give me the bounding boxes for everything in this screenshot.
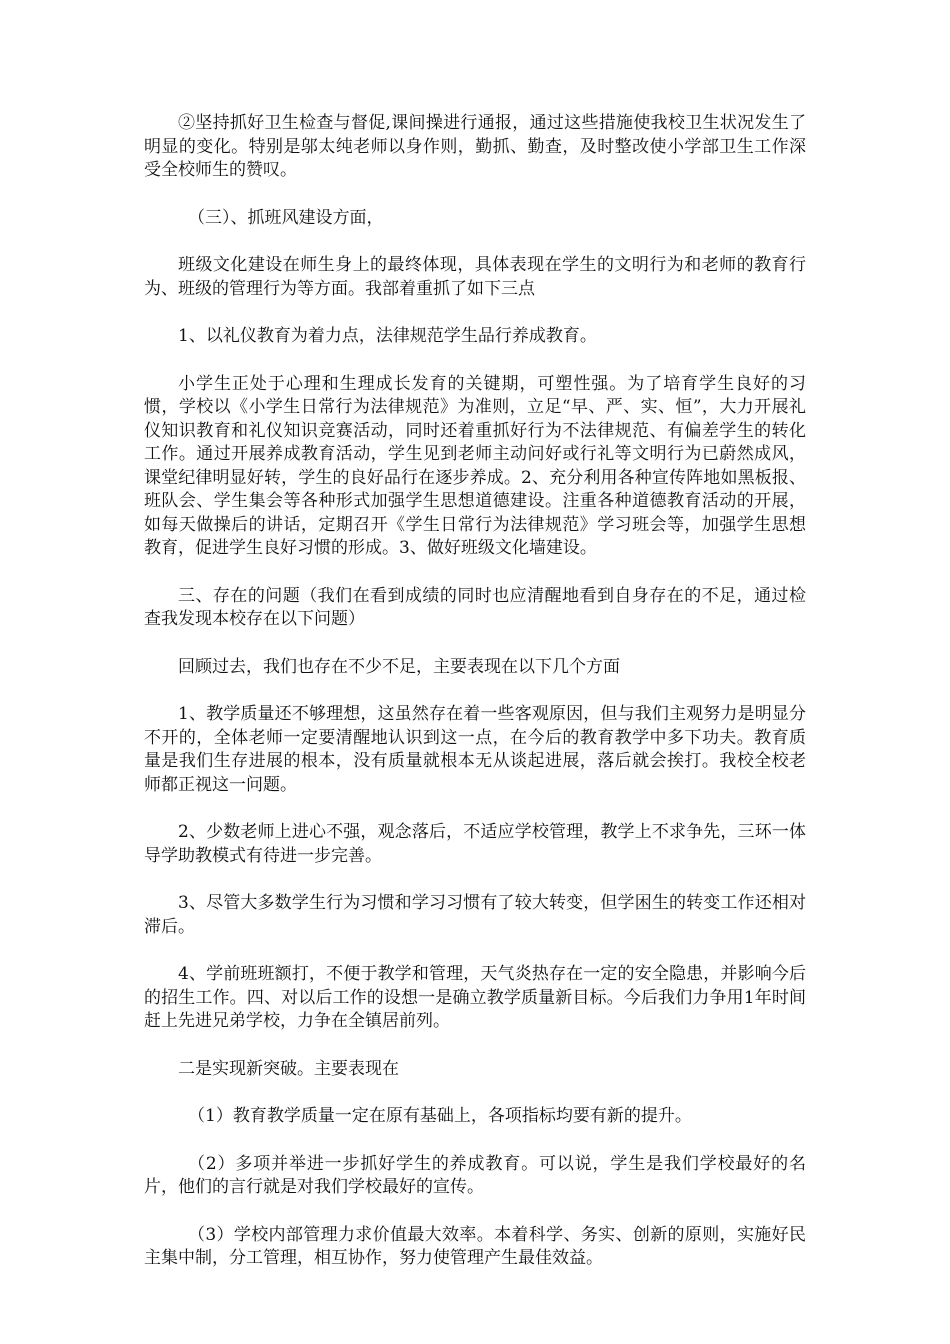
paragraph-problem-3: 3、尽管大多数学生行为习惯和学习习惯有了较大转变，但学困生的转变工作还相对滞后。	[144, 893, 806, 937]
paragraph-problem-4: 4、学前班班额打，不便于教学和管理，天气炎热存在一定的安全隐患，并影响今后的招生工作。四、对以后工作的设想一是确立教学质量新目标。今后我们力争用1年时间赶上先进兄弟学校，力争在全镇居前列。	[144, 964, 806, 1031]
paragraph-hygiene-inspection: ②坚持抓好卫生检查与督促,课间操进行通报，通过这些措施使我校卫生状况发生了明显的变化。特别是邬太纯老师以身作则，勤抓、勤查，及时整改使小学部卫生工作深受全校师生的赞叹。	[144, 113, 806, 180]
paragraph-new-breakthrough: 二是实现新突破。主要表现在	[178, 1058, 399, 1079]
paragraph-review-past: 回顾过去，我们也存在不少不足，主要表现在以下几个方面	[178, 656, 620, 677]
paragraph-class-culture: 班级文化建设在师生身上的最终体现，具体表现在学生的文明行为和老师的教育行为、班级的管理行为等方面。我部着重抓了如下三点	[144, 255, 806, 299]
paragraph-goal-1: （1）教育教学质量一定在原有基础上，各项指标均要有新的提升。	[188, 1106, 692, 1126]
section-heading-existing-problems: 三、存在的问题（我们在看到成绩的同时也应清醒地看到自身存在的不足，通过检查我发现本校存在以下问题）	[144, 585, 806, 629]
paragraph-pupil-habits: 小学生正处于心理和生理成长发育的关键期，可塑性强。为了培育学生良好的习惯，学校以《小学生日常行为法律规范》为准则，立足“早、严、实、恒”，大力开展礼仪知识教育和礼仪知识竞赛活动，同时还着重抓好行为不法律规范、有偏差学生的转化工作。通过开展养成教育活动，学生见到老师主动问好或行礼等文明行为已蔚然成风，课堂纪律明显好转，学生的良好品行在逐步养成。2、充分利用各种宣传阵地如黑板报、班队会、学生集会等各种形式加强学生思想道德建设。注重各种道德教育活动的开展，如每天做操后的讲话，定期召开《学生日常行为法律规范》学习班会等，加强学生思想教育，促进学生良好习惯的形成。3、做好班级文化墙建设。	[144, 373, 806, 558]
paragraph-etiquette-education: 1、以礼仪教育为着力点，法律规范学生品行养成教育。	[178, 326, 597, 346]
paragraph-problem-1: 1、教学质量还不够理想，这虽然存在着一些客观原因，但与我们主观努力是明显分不开的，全体老师一定要清醒地认识到这一点，在今后的教育教学中多下功夫。教育质量是我们生存进展的根本，没有质量就根本无从谈起进展，落后就会挨打。我校全校老师都正视这一问题。	[144, 704, 806, 795]
paragraph-problem-2: 2、少数老师上进心不强，观念落后，不适应学校管理，教学上不求争先，三环一体导学助教模式有待进一步完善。	[144, 822, 806, 866]
section-heading-class-spirit: （三）、抓班风建设方面，	[188, 207, 384, 228]
document-body	[144, 112, 806, 1295]
paragraph-goal-2: （2）多项并举进一步抓好学生的养成教育。可以说，学生是我们学校最好的名片，他们的言行就是对我们学校最好的宣传。	[144, 1153, 806, 1197]
paragraph-goal-3: （3）学校内部管理力求价值最大效率。本着科学、务实、创新的原则，实施好民主集中制，分工管理，相互协作，努力使管理产生最佳效益。	[144, 1224, 806, 1268]
